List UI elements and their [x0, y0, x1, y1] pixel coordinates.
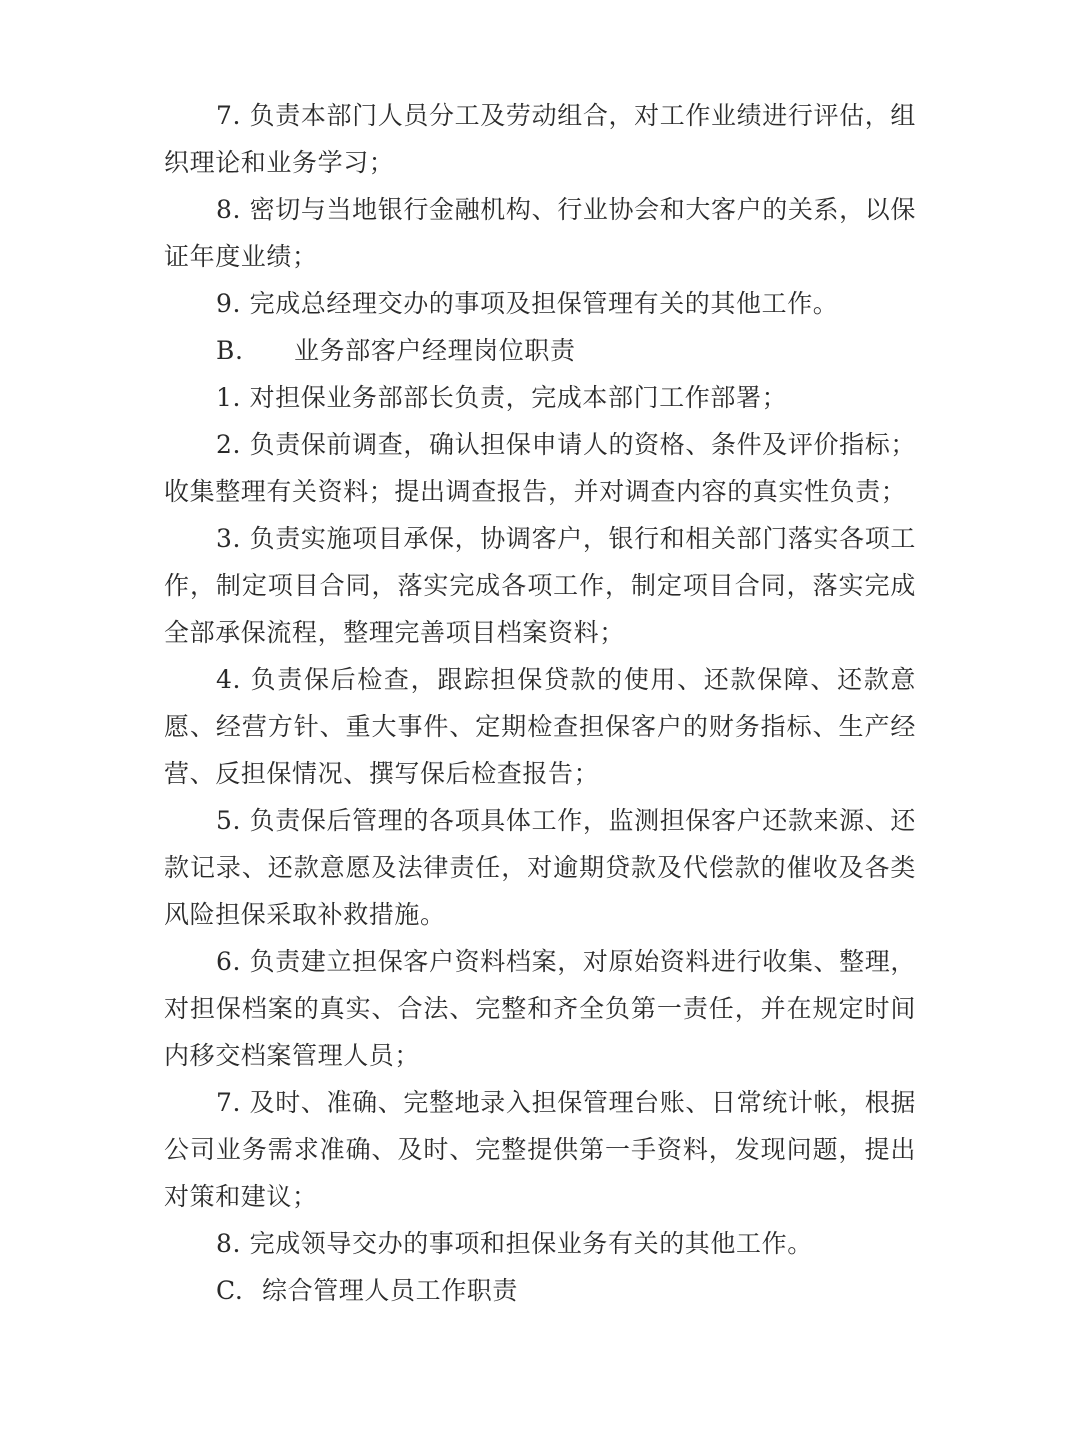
section-b-item-7: 7. 及时、准确、完整地录入担保管理台账、日常统计帐，根据公司业务需求准确、及时、完整提供第一手资料，发现问题，提出对策和建议；: [164, 1088, 916, 1211]
paragraph-item-8: 8. 密切与当地银行金融机构、行业协会和大客户的关系，以保证年度业绩；: [164, 195, 916, 271]
section-c-heading: [164, 1267, 916, 1314]
section-c-title: 综合管理人员工作职责: [262, 1276, 519, 1305]
section-b-title: 业务部客户经理岗位职责: [294, 336, 576, 365]
paragraph-item-7: 7. 负责本部门人员分工及劳动组合，对工作业绩进行评估，组织理论和业务学习；: [164, 101, 916, 177]
paragraph-item-9: 9. 完成总经理交办的事项及担保管理有关的其他工作。: [216, 289, 839, 318]
section-b-item-5: 5. 负责保后管理的各项具体工作，监测担保客户还款来源、还款记录、还款意愿及法律责任，对逾期贷款及代偿款的催收及各类风险担保采取补救措施。: [164, 806, 916, 929]
section-b-item-2: 2. 负责保前调查，确认担保申请人的资格、条件及评价指标；收集整理有关资料；提出调查报告，并对调查内容的真实性负责；: [164, 430, 916, 506]
section-b-item-8: 8. 完成领导交办的事项和担保业务有关的其他工作。: [216, 1229, 813, 1258]
section-b-item-4: 4. 负责保后检查，跟踪担保贷款的使用、还款保障、还款意愿、经营方针、重大事件、定期检查担保客户的财务指标、生产经营、反担保情况、撰写保后检查报告；: [164, 665, 916, 788]
document-body: [164, 92, 916, 1314]
section-c-letter: C.: [216, 1276, 244, 1305]
section-b-item-6: 6. 负责建立担保客户资料档案，对原始资料进行收集、整理，对担保档案的真实、合法、完整和齐全负第一责任，并在规定时间内移交档案管理人员；: [164, 947, 916, 1070]
section-b-letter: B.: [216, 336, 244, 365]
section-b-heading: [164, 327, 916, 374]
section-b-item-3: 3. 负责实施项目承保，协调客户，银行和相关部门落实各项工作，制定项目合同，落实完成各项工作，制定项目合同，落实完成全部承保流程，整理完善项目档案资料；: [164, 524, 916, 647]
section-b-item-1: 1. 对担保业务部部长负责，完成本部门工作部署；: [216, 383, 788, 412]
